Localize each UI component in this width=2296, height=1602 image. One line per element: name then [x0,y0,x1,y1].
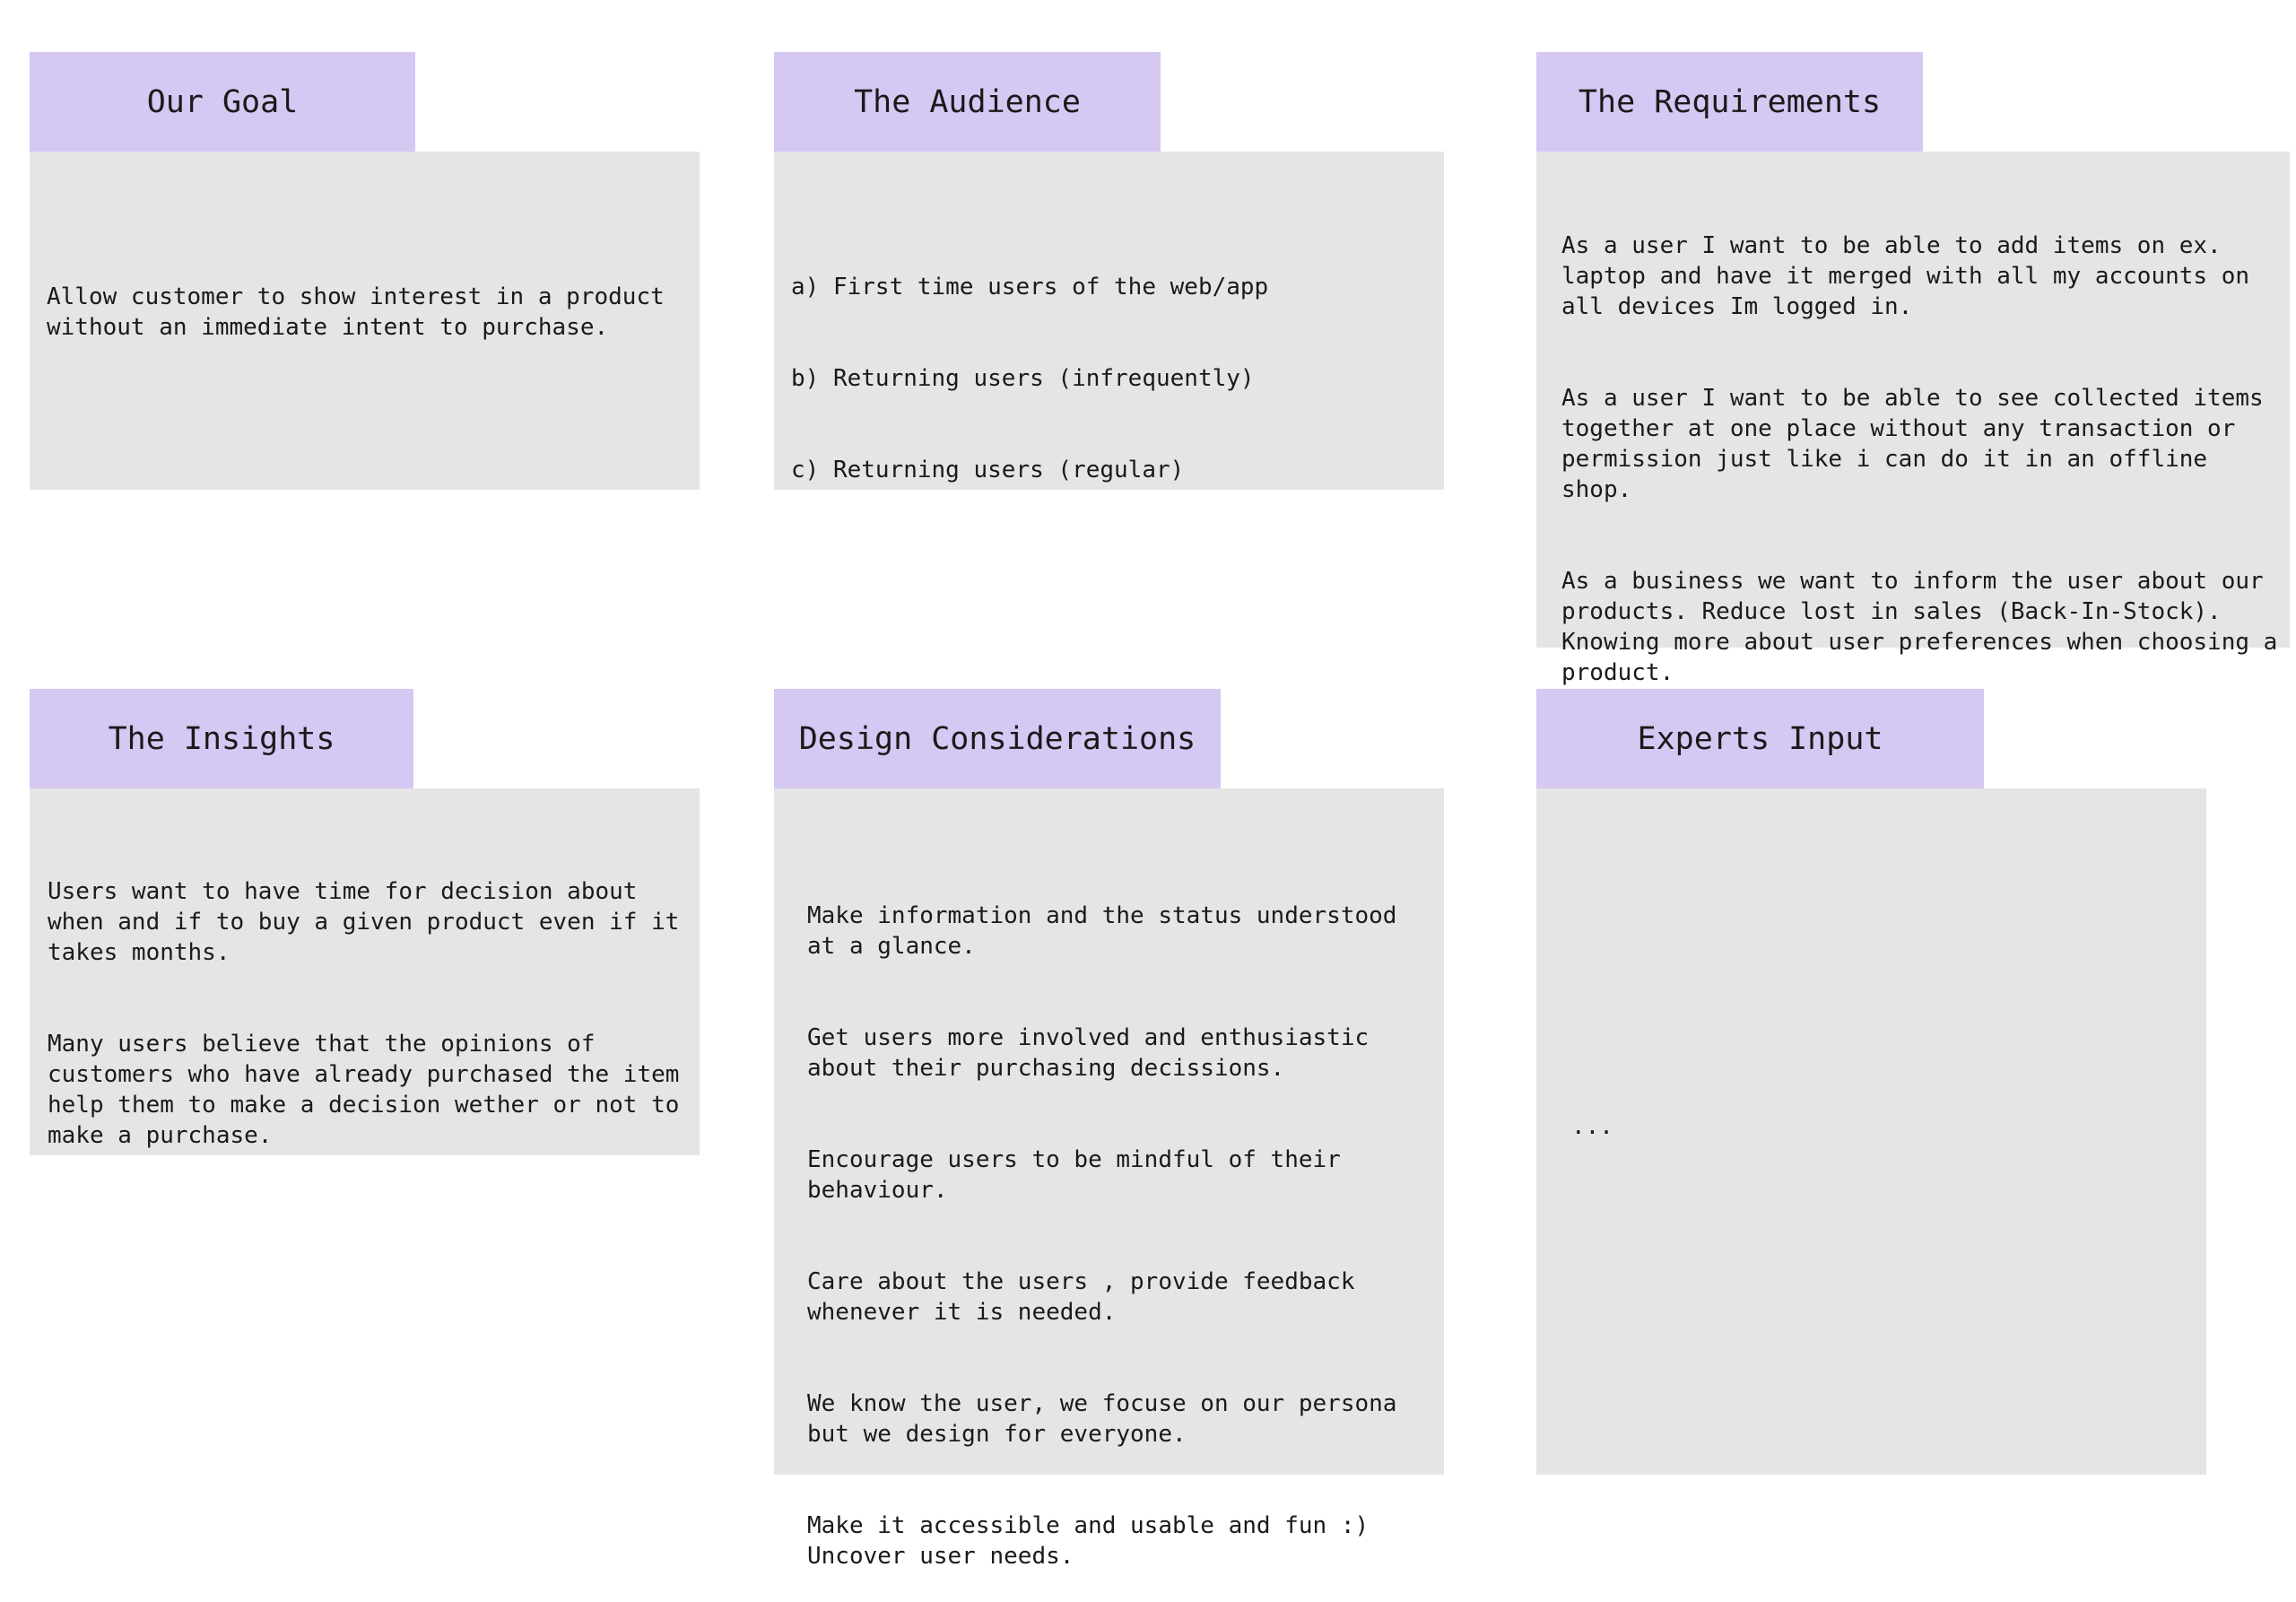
insight-paragraph: Users want to have time for decision about when and if to buy a given product even if it takes months. [48,878,680,966]
audience-list [791,241,1268,516]
design-paragraph: Make it accessible and usable and fun :) Uncover user needs. [807,1512,1370,1570]
card-design-considerations [774,689,1444,1570]
card-body [30,788,700,1155]
requirement-paragraph: As a user I want to be able to add items on ex. laptop and have it merged with all my accounts on all devices Im logged in. [1561,232,2250,320]
card-body [1536,788,2206,1475]
requirements-text [1561,200,2277,718]
card-title: Experts Input [1536,689,1984,788]
design-paragraph: Encourage users to be mindful of their behaviour. [807,1146,1341,1204]
card-insights [30,689,700,1155]
list-item: c) Returning users (regular) [791,457,1185,483]
card-our-goal [30,52,700,490]
insight-paragraph: Many users believe that the opinions of customers who have already purchased the item help them to make a decision wether or not to make a purchase. [48,1031,680,1149]
card-body [30,152,700,490]
card-body [774,152,1444,490]
experts-text: ... [1571,1113,1613,1140]
card-title: The Audience [774,52,1161,152]
insights-text [48,846,679,1181]
card-audience [774,52,1444,490]
card-title: Design Considerations [774,689,1221,788]
requirement-paragraph: As a business we want to inform the user about our products. Reduce lost in sales (Back-In-Stock). Knowing more about user preferences when choosing a product. [1561,568,2278,686]
card-body [774,788,1444,1570]
requirement-paragraph: As a user I want to be able to see collected items together at one place without any transaction or permission just like i can do it in an offline shop. [1561,385,2264,503]
list-item: b) Returning users (infrequently) [791,365,1255,392]
list-item: a) First time users of the web/app [791,274,1269,300]
card-experts-input [1536,689,2206,1475]
card-title: The Insights [30,689,413,788]
goal-text: Allow customer to show interest in a product without an immediate intent to purchase. [47,283,665,341]
design-text [807,870,1396,1602]
card-requirements [1536,52,2290,686]
design-paragraph: Care about the users , provide feedback whenever it is needed. [807,1268,1355,1326]
design-paragraph: Get users more involved and enthusiastic about their purchasing decissions. [807,1024,1370,1082]
card-body [1536,152,2290,686]
design-paragraph: We know the user, we focuse on our persona but we design for everyone. [807,1390,1397,1448]
card-title: Our Goal [30,52,415,152]
design-paragraph: Make information and the status understood at a glance. [807,902,1397,960]
card-title: The Requirements [1536,52,1923,152]
